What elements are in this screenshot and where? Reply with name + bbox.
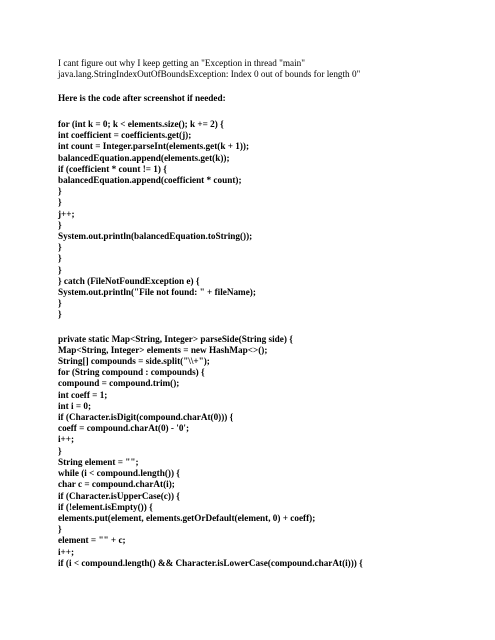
code-line: coeff = compound.charAt(0) - '0'; — [58, 423, 190, 434]
code-line: } — [58, 264, 62, 275]
code-line: } — [58, 445, 62, 456]
code-line: private static Map<String, Integer> parseSide(String side) { — [58, 333, 293, 344]
code-line: if (i < compound.length() && Character.isLowerCase(compound.charAt(i))) { — [58, 557, 363, 568]
code-line: char c = compound.charAt(i); — [58, 479, 175, 490]
code-line: element = "" + c; — [58, 535, 126, 546]
code-line: int coefficient = coefficients.get(j); — [58, 130, 192, 141]
code-line: System.out.println("File not found: " + fileName); — [58, 287, 256, 298]
code-line: } — [58, 186, 62, 197]
code-line: } — [58, 253, 62, 264]
code-line: compound = compound.trim(); — [58, 378, 180, 389]
code-line: i++; — [58, 434, 75, 445]
code-line: balancedEquation.append(coefficient * count); — [58, 175, 242, 186]
code-line: int coeff = 1; — [58, 389, 108, 400]
code-line: for (int k = 0; k < elements.size(); k += 2) { — [58, 119, 224, 129]
code-line: j++; — [58, 208, 75, 219]
code-line: if (coefficient * count != 1) { — [58, 163, 167, 174]
code-line: balancedEquation.append(elements.get(k)); — [58, 152, 230, 163]
code-line: if (!element.isEmpty()) { — [58, 501, 153, 512]
document-page — [58, 58, 488, 569]
code-block-parse-side — [58, 334, 488, 569]
code-line: } — [58, 298, 62, 309]
code-line: i++; — [58, 546, 75, 557]
code-line: } — [58, 524, 62, 535]
code-line: } catch (FileNotFoundException e) { — [58, 275, 200, 286]
code-line: } — [58, 219, 62, 230]
code-line: for (String compound : compounds) { — [58, 367, 205, 378]
section-heading: Here is the code after screenshot if needed: — [58, 93, 226, 103]
code-block-loop — [58, 119, 488, 321]
code-line: int count = Integer.parseInt(elements.get(k + 1)); — [58, 141, 250, 152]
intro-line: java.lang.StringIndexOutOfBoundsException: Index 0 out of bounds for length 0" — [58, 69, 361, 79]
code-line: String element = ""; — [58, 456, 139, 467]
intro-paragraph — [58, 58, 488, 80]
code-line: if (Character.isDigit(compound.charAt(0))) { — [58, 412, 234, 423]
code-line: } — [58, 197, 62, 208]
code-line: } — [58, 242, 62, 253]
code-line: elements.put(element, elements.getOrDefault(element, 0) + coeff); — [58, 512, 316, 523]
intro-line: I cant figure out why I keep getting an "Exception in thread "main" — [58, 58, 305, 68]
code-line: Map<String, Integer> elements = new HashMap<>(); — [58, 344, 268, 355]
code-line: int i = 0; — [58, 400, 92, 411]
code-line: String[] compounds = side.split("\\+"); — [58, 356, 210, 367]
code-line: while (i < compound.length()) { — [58, 468, 180, 479]
code-line: if (Character.isUpperCase(c)) { — [58, 490, 180, 501]
code-line: System.out.println(balancedEquation.toString()); — [58, 231, 253, 242]
code-line: } — [58, 309, 62, 320]
